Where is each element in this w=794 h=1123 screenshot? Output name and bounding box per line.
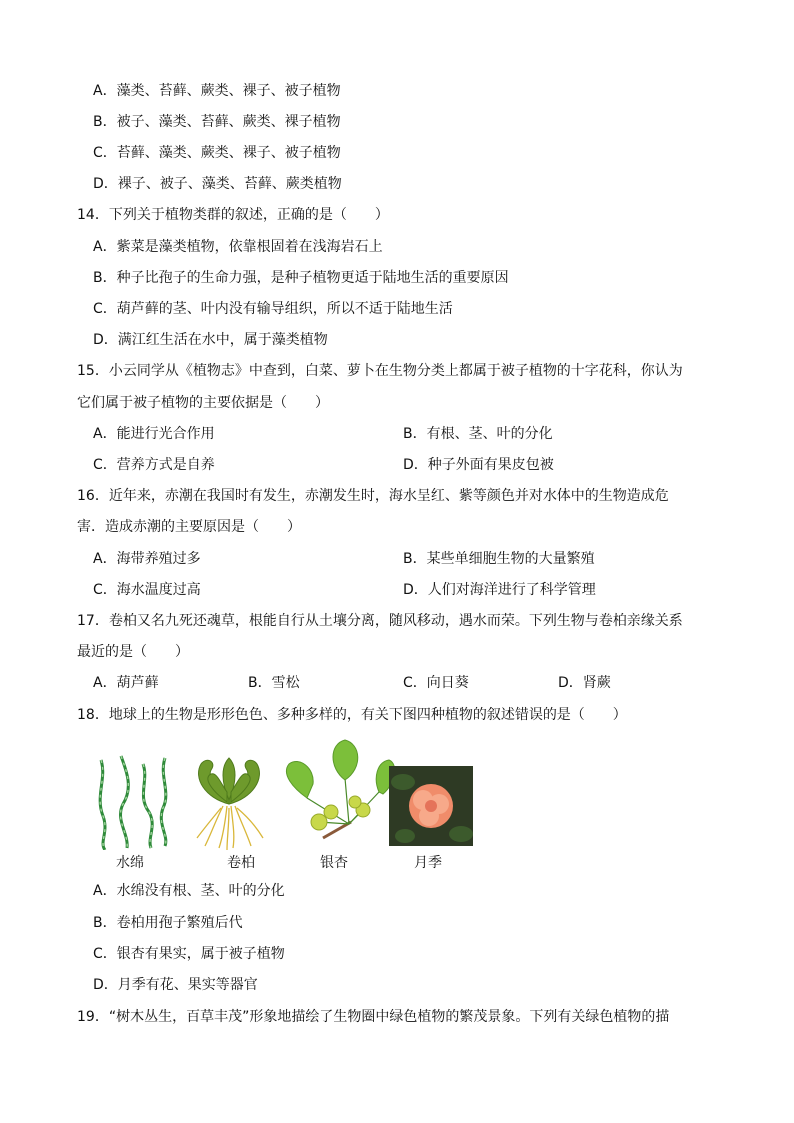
q15-option-b: B．有根、茎、叶的分化 xyxy=(403,426,553,442)
q13-option-d: D．裸子、被子、藻类、苔藓、蕨类植物 xyxy=(93,176,342,192)
q17-stem-line1: 17．卷柏又名九死还魂草，根能自行从土壤分离，随风移动，遇水而荣。下列生物与卷柏亲缘关系 xyxy=(77,613,683,629)
q18-option-a: A．水绵没有根、茎、叶的分化 xyxy=(93,883,285,899)
q15-option-c: C．营养方式是自养 xyxy=(93,457,215,473)
plants-figure xyxy=(93,738,483,850)
caption-selaginella: 卷柏 xyxy=(227,855,255,871)
caption-ginkgo: 银杏 xyxy=(320,855,348,871)
q15-option-a: A．能进行光合作用 xyxy=(93,426,215,442)
q18-stem: 18．地球上的生物是形形色色、多种多样的，有关下图四种植物的叙述错误的是（ ） xyxy=(77,707,627,723)
q18-option-d: D．月季有花、果实等器官 xyxy=(93,977,258,993)
q15-stem-line1: 15．小云同学从《植物志》中查到，白菜、萝卜在生物分类上都属于被子植物的十字花科，你认为 xyxy=(77,363,683,379)
spirogyra-image xyxy=(100,756,166,850)
q14-option-d: D．满江红生活在水中，属于藻类植物 xyxy=(93,332,328,348)
q13-option-c: C．苔藓、藻类、蕨类、裸子、被子植物 xyxy=(93,145,341,161)
q16-option-c: C．海水温度过高 xyxy=(93,582,201,598)
q18-option-c: C．银杏有果实，属于被子植物 xyxy=(93,946,285,962)
q17-stem-line2: 最近的是（ ） xyxy=(77,644,189,660)
selaginella-image xyxy=(197,758,263,850)
caption-spirogyra: 水绵 xyxy=(116,855,144,871)
caption-rose: 月季 xyxy=(414,855,442,871)
q13-option-b: B．被子、藻类、苔藓、蕨类、裸子植物 xyxy=(93,114,341,130)
q16-stem-line2: 害．造成赤潮的主要原因是（ ） xyxy=(77,519,301,535)
q16-option-b: B．某些单细胞生物的大量繁殖 xyxy=(403,551,595,567)
q13-option-a: A．藻类、苔藓、蕨类、裸子、被子植物 xyxy=(93,83,341,99)
q14-option-b: B．种子比孢子的生命力强，是种子植物更适于陆地生活的重要原因 xyxy=(93,270,509,286)
q17-option-a: A．葫芦藓 xyxy=(93,675,159,691)
q14-option-c: C．葫芦藓的茎、叶内没有输导组织，所以不适于陆地生活 xyxy=(93,301,453,317)
q18-option-b: B．卷柏用孢子繁殖后代 xyxy=(93,915,243,931)
q16-option-a: A．海带养殖过多 xyxy=(93,551,201,567)
q16-stem-line1: 16．近年来，赤潮在我国时有发生，赤潮发生时，海水呈红、紫等颜色并对水体中的生物造成危 xyxy=(77,488,669,504)
ginkgo-image xyxy=(286,740,394,838)
q17-option-d: D．肾蕨 xyxy=(558,675,611,691)
q17-option-c: C．向日葵 xyxy=(403,675,469,691)
q19-stem-line1: 19．“树木丛生，百草丰茂”形象地描绘了生物圈中绿色植物的繁茂景象。下列有关绿色植物的描 xyxy=(77,1009,670,1025)
rose-image xyxy=(389,766,473,846)
q14-option-a: A．紫菜是藻类植物，依靠根固着在浅海岩石上 xyxy=(93,239,383,255)
q14-stem: 14．下列关于植物类群的叙述，正确的是（ ） xyxy=(77,207,389,223)
q15-option-d: D．种子外面有果皮包被 xyxy=(403,457,554,473)
q15-stem-line2: 它们属于被子植物的主要依据是（ ） xyxy=(77,395,329,411)
q17-option-b: B．雪松 xyxy=(248,675,300,691)
q16-option-d: D．人们对海洋进行了科学管理 xyxy=(403,582,596,598)
